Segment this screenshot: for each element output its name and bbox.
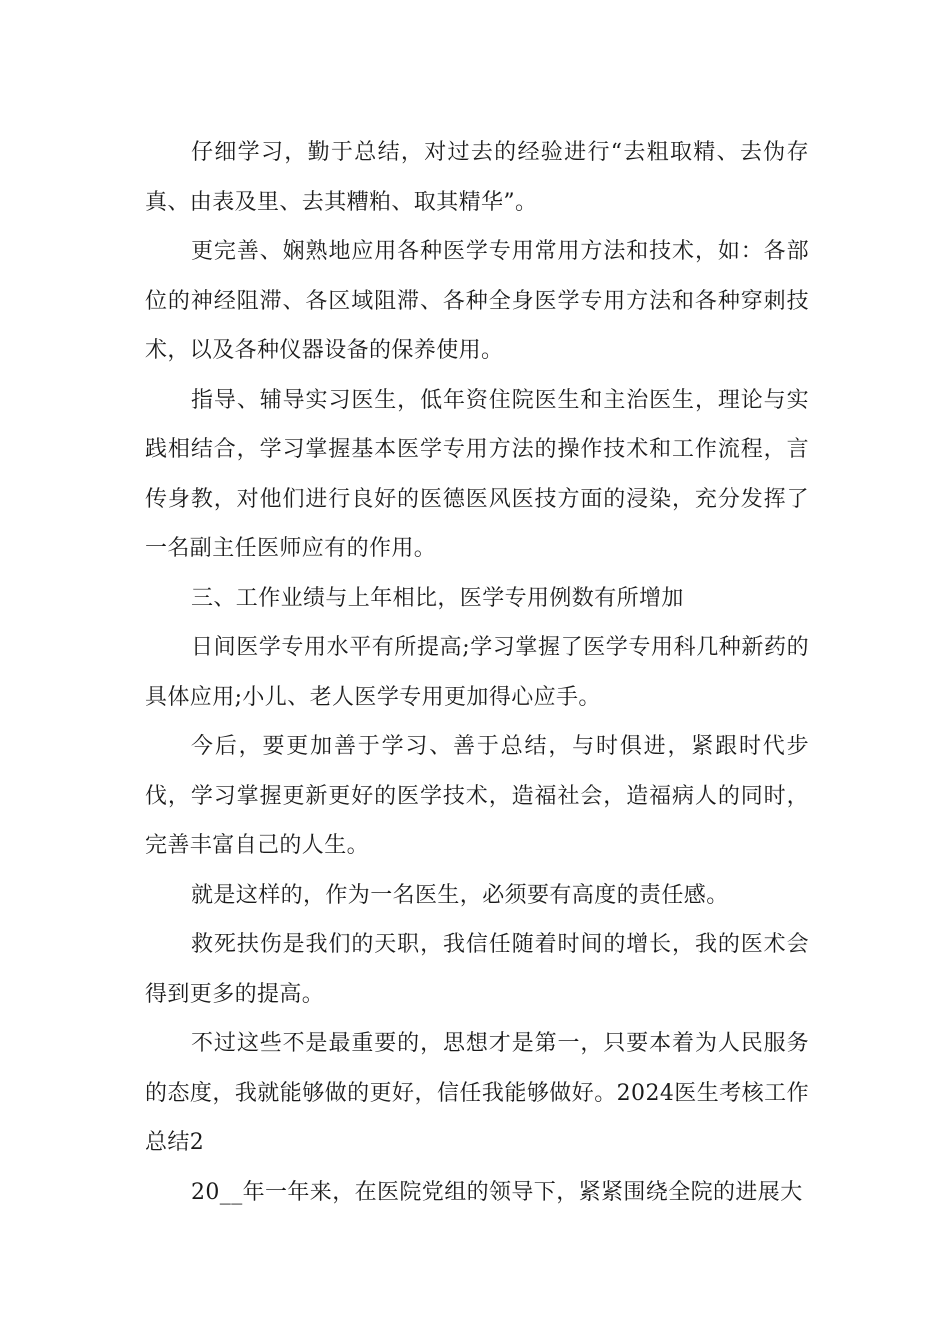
paragraph-responsibility: 就是这样的，作为一名医生，必须要有高度的责任感。 xyxy=(191,882,729,908)
paragraph-techniques: 更完善、娴熟地应用各种医学专用常用方法和技术，如：各部位的神经阻滞、各区域阻滞、各种全身医学专用方法和各种穿刺技术，以及各种仪器设备的保养使用。 xyxy=(145,239,809,363)
paragraph-summary-experience: 仔细学习，勤于总结，对过去的经验进行“去粗取精、去伪存真、由表及里、去其糟粕、取其精华”。 xyxy=(145,140,809,215)
paragraph-mentoring: 指导、辅导实习医生，低年资住院医生和主治医生，理论与实践相结合，学习掌握基本医学专用方法的操作技术和工作流程，言传身教，对他们进行良好的医德医风医技方面的浸染，充分发挥了一名副主任医师应有的作用。 xyxy=(145,387,809,561)
paragraph-future-plans: 今后，要更加善于学习、善于总结，与时俱进，紧跟时代步伐，学习掌握更新更好的医学技术，造福社会，造福病人的同时，完善丰富自己的人生。 xyxy=(145,734,809,858)
paragraph-daytime-level: 日间医学专用水平有所提高;学习掌握了医学专用科几种新药的具体应用;小儿、老人医学专用更加得心应手。 xyxy=(145,635,809,710)
paragraph-duty: 救死扶伤是我们的天职，我信任随着时间的增长，我的医术会得到更多的提高。 xyxy=(145,932,809,1007)
document-body xyxy=(145,128,809,1217)
paragraph-thinking-first: 不过这些不是最重要的，思想才是第一，只要本着为人民服务的态度，我就能够做的更好，信任我能够做好。2024医生考核工作总结2 xyxy=(145,1031,809,1155)
paragraph-year-review: 20__年一年来，在医院党组的领导下，紧紧围绕全院的进展大 xyxy=(191,1179,803,1205)
section-heading-performance: 三、工作业绩与上年相比，医学专用例数有所增加 xyxy=(191,585,684,611)
